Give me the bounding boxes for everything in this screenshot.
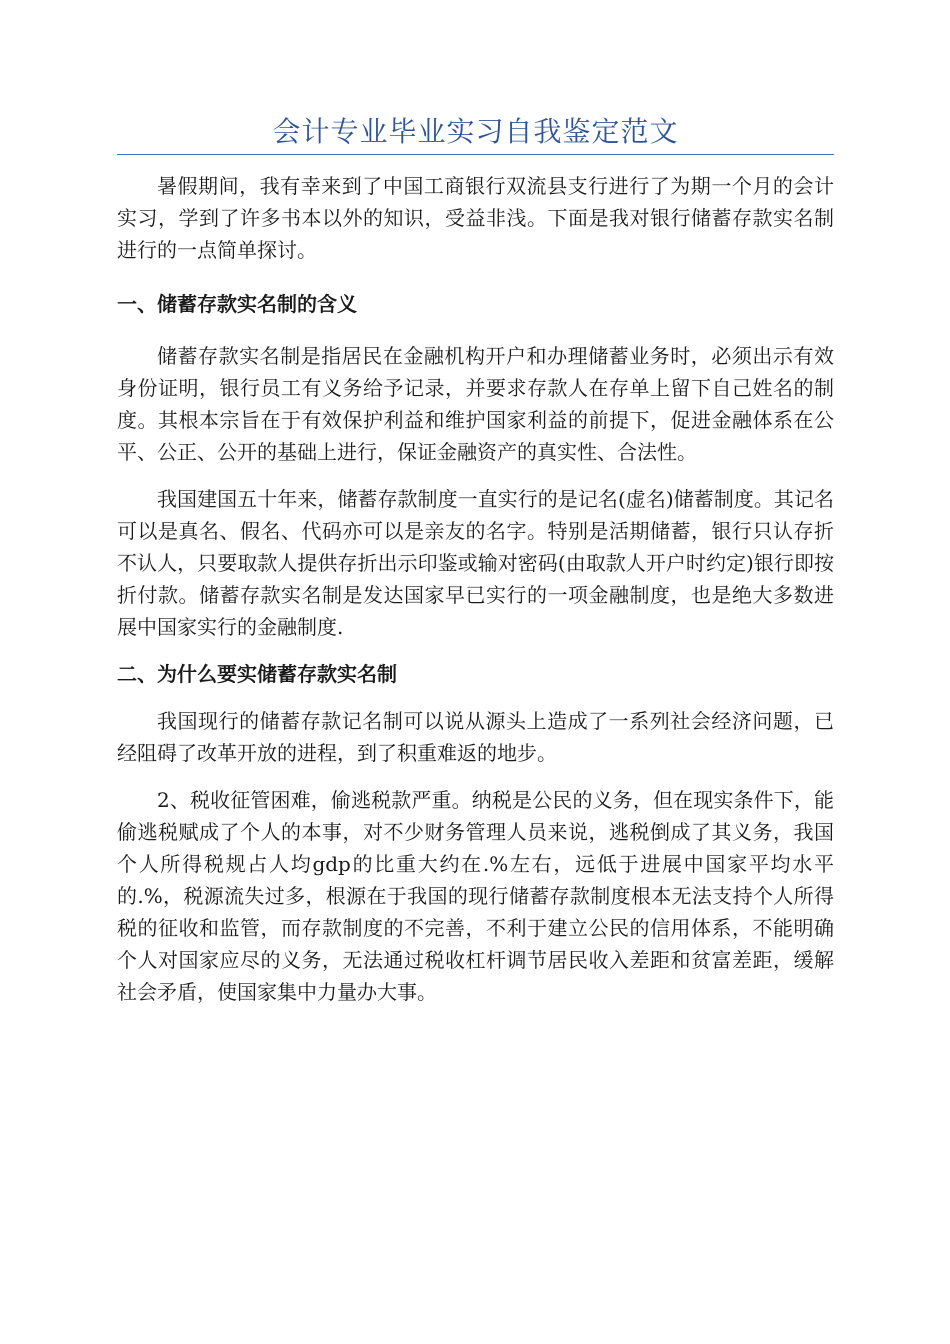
- document-body: [117, 170, 834, 1023]
- problem-paragraph: 我国现行的储蓄存款记名制可以说从源头上造成了一系列社会经济问题，已经阻碍了改革开放的进程，到了积重难返的地步。: [117, 709, 834, 765]
- definition-paragraph: 储蓄存款实名制是指居民在金融机构开户和办理储蓄业务时，必须出示有效身份证明，银行员工有义务给予记录，并要求存款人在存单上留下自己姓名的制度。其根本宗旨在于有效保护利益和维护国家利益的前提下，促进金融体系在公平、公正、公开的基础上进行，保证金融资产的真实性、合法性。: [117, 344, 834, 464]
- tax-paragraph: 2、税收征管困难，偷逃税款严重。纳税是公民的义务，但在现实条件下，能偷逃税赋成了个人的本事，对不少财务管理人员来说，逃税倒成了其义务，我国个人所得税规占人均gdp的比重大约在.%左右，远低于进展中国家平均水平的.%，税源流失过多，根源在于我国的现行储蓄存款制度根本无法支持个人所得税的征收和监管，而存款制度的不完善，不利于建立公民的信用体系，不能明确个人对国家应尽的义务，无法通过税收杠杆调节居民收入差距和贫富差距，缓解社会矛盾，使国家集中力量办大事。: [117, 788, 834, 1004]
- intro-paragraph: 暑假期间，我有幸来到了中国工商银行双流县支行进行了为期一个月的会计实习，学到了许多书本以外的知识，受益非浅。下面是我对银行储蓄存款实名制进行的一点简单探讨。: [117, 174, 834, 262]
- section-heading-1: 一、储蓄存款实名制的含义: [117, 292, 357, 316]
- section-heading-2: 二、为什么要实储蓄存款实名制: [117, 662, 397, 686]
- document-title: 会计专业毕业实习自我鉴定范文: [272, 115, 679, 148]
- title-underline: [117, 154, 834, 155]
- history-paragraph: 我国建国五十年来，储蓄存款制度一直实行的是记名(虚名)储蓄制度。其记名可以是真名、假名、代码亦可以是亲友的名字。特别是活期储蓄，银行只认存折不认人，只要取款人提供存折出示印鉴或输对密码(由取款人开户时约定)银行即按折付款。储蓄存款实名制是发达国家早已实行的一项金融制度，也是绝大多数进展中国家实行的金融制度.: [117, 487, 834, 639]
